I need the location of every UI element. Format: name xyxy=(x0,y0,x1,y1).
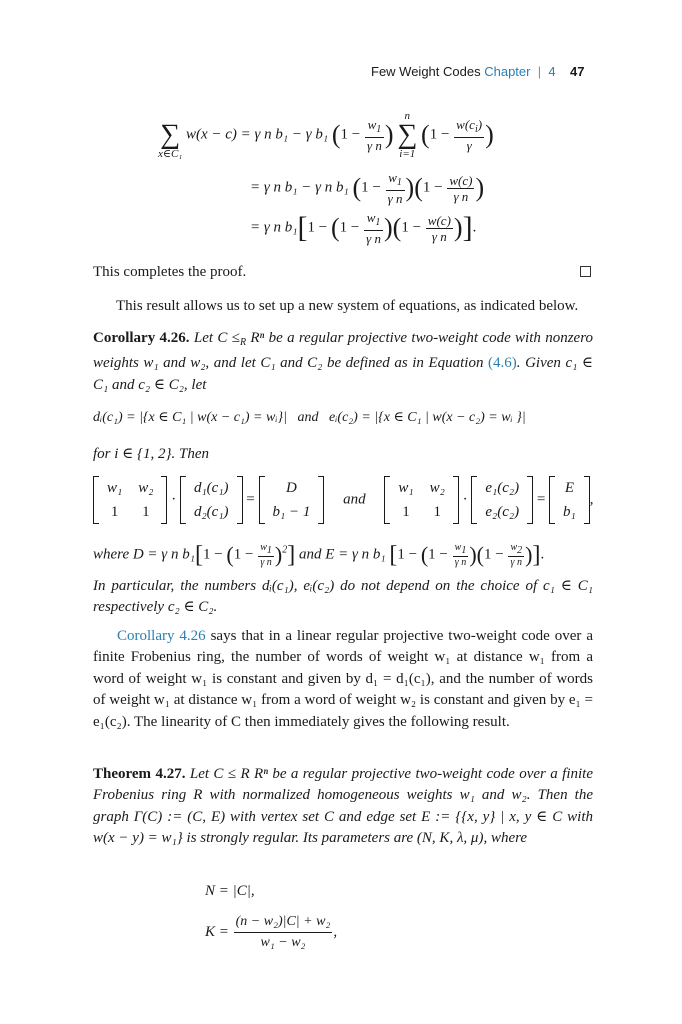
d1-cell: d₁(c₁) xyxy=(193,480,229,496)
corollary-text-d: . Given c₁ ∈ C₁ and c₂ ∈ C₂, let xyxy=(93,355,594,393)
corollary-label: Corollary 4.26. xyxy=(93,330,190,346)
rhs2-b: b₁ xyxy=(563,504,576,520)
m1-w1: w₁ xyxy=(107,480,123,496)
theorem-statement xyxy=(93,764,593,850)
e2-cell: e₂(c₂) xyxy=(485,504,520,520)
where-prefix: where D = γ n b₁ xyxy=(93,546,195,563)
sum-symbol: ∑ x∈C₁ xyxy=(158,119,183,160)
header-separator: | xyxy=(537,64,542,79)
derivation-line-1: ∑ x∈C₁ w(x − c) = γ n b₁ − γ b₁ (1 − $\frac{w_1}{\text{γ n}}$ ) n ∑ i=1 (1 − $\frac{w(c_i)}{\gamma}$ ) xyxy=(158,110,494,160)
m2-w1: w₁ xyxy=(398,480,414,496)
e-vector xyxy=(471,476,533,524)
where-line: where D = γ n b₁[1 − (1 − $\frac{w1}{\text{γ n}}$ )$^2$] and E = γ n b₁ [1 − (1 − $\frac{w1}{\text{γ n}}$ )(1 − $\frac{w2}{\text{γ n}}$ )]. xyxy=(93,542,545,568)
corollary-text-a: Let C ≤ xyxy=(193,330,240,346)
sum-index: x∈C₁ xyxy=(158,148,183,160)
qed-square xyxy=(580,266,591,277)
def-e: eᵢ(c₂) = |{x ∈ C₁ | w(x − c₂) = wᵢ }| xyxy=(329,410,526,425)
chapter-label: Chapter xyxy=(484,64,531,79)
matrix-equation: w₁ w₂ 1 1 · d₁(c₁) d₂(c₁) = D b₁ − 1 and w₁ w₂ 1 1 · e₁(c₂) e₂(c₂) = E b₁ , xyxy=(93,476,594,524)
m1-w2: w₂ xyxy=(138,480,154,496)
corollary-text-c: Rⁿ be a regular projective two-weight code with nonzero weights w₁ and w₂, and let C₁ and C₂ be defined as in Equation xyxy=(93,330,593,372)
m2-w2: w₂ xyxy=(429,480,445,496)
definitions-line xyxy=(93,409,526,426)
line3-text: = γ n b₁ xyxy=(250,219,298,236)
intro-sentence: This result allows us to set up a new system of equations, as indicated below. xyxy=(116,298,579,314)
e1-cell: e₁(c₂) xyxy=(485,480,520,496)
rhs-vector-2 xyxy=(549,476,590,524)
inner-sum-lower: i=1 xyxy=(399,148,416,160)
theorem-label: Theorem 4.27. xyxy=(93,766,186,782)
discussion-paragraph xyxy=(93,626,593,733)
m2-one-a: 1 xyxy=(402,504,410,520)
corollary-statement xyxy=(93,328,593,396)
matrix-and: and xyxy=(343,491,366,508)
corollary-ring-sub: R xyxy=(239,337,247,348)
chapter-number: 4 xyxy=(548,64,556,79)
m2-one-b: 1 xyxy=(433,504,441,520)
k-lhs: K = xyxy=(205,923,229,940)
k-numerator: (n − w₂)|C| + w₂ xyxy=(234,912,333,933)
book-title: Few Weight Codes xyxy=(371,64,481,79)
for-i-text: for i ∈ {1, 2}. Then xyxy=(93,446,210,462)
k-fraction xyxy=(234,912,333,953)
line1-lhs: w(x − c) = γ n b₁ − γ b₁ xyxy=(185,126,329,143)
d2-cell: d₂(c₁) xyxy=(193,504,229,520)
inner-sum-upper: n xyxy=(404,110,411,122)
inner-sum-symbol: n ∑ i=1 xyxy=(397,110,418,160)
proof-end-text: This completes the proof. xyxy=(93,264,247,280)
rhs2-E: E xyxy=(564,480,574,496)
page-number: 47 xyxy=(570,64,585,79)
rhs-vector-1 xyxy=(259,476,325,524)
d-vector xyxy=(180,476,243,524)
def-d: dᵢ(c₁) = |{x ∈ C₁ | w(x − c₁) = wᵢ}| xyxy=(93,410,287,425)
weight-matrix-2 xyxy=(384,476,458,524)
derivation-line-2: = γ n b₁ − γ n b₁ (1 − $\frac{w_1}{\text{γ n}}$ )(1 − $\frac{w(c)}{\text{γ n}}$ ) xyxy=(250,170,485,206)
rhs1-b: b₁ − 1 xyxy=(272,504,311,520)
discussion-text: says that in a linear regular projective two-weight code over a finite Frobenius ring, the number of words of weight w₁ at distance w₁ from a word of weight w₁ is constant and given by d₁ = d₁(c₁), and the number of words of weight w₁ at distance w₁ from a word of weight w₂ is constant and given by e₁ = e₁(c₂). The linearity of C then immediately gives the following result. xyxy=(93,628,593,730)
rhs1-D: D xyxy=(286,480,297,496)
in-particular-text: In particular, the numbers dᵢ(c₁), eᵢ(c₂) do not depend on the choice of c₁ ∈ C₁ respectively c₂ ∈ C₂. xyxy=(93,578,593,616)
m1-one-a: 1 xyxy=(110,504,119,520)
def-and: and xyxy=(297,410,319,425)
derivation-line-3: = γ n b₁[1 − (1 − $\frac{w_1}{\text{γ n}}$ )(1 − $\frac{w(c)}{\text{γ n}}$ )]. xyxy=(250,210,477,246)
n-equation: N = |C|, xyxy=(205,883,255,899)
k-denominator: w₁ − w₂ xyxy=(260,935,306,950)
weight-matrix-1 xyxy=(93,476,167,524)
corollary-ref-link[interactable]: Corollary 4.26 xyxy=(117,628,206,644)
k-equation: K = $\frac{\text{(n − w₂)|C| + w₂}}{\text{w₁ − w₂}}$ , xyxy=(205,912,337,953)
m1-one-b: 1 xyxy=(142,504,150,520)
and-e-text: and E = γ n b₁ xyxy=(298,546,386,563)
running-header xyxy=(371,64,584,79)
theorem-text: Let C ≤ R Rⁿ be a regular projective two-weight code over a finite Frobenius ring R with normalized homogeneous weights w₁ and w₂. Then the graph Γ(C) := (C, E) with vertex set C and edge set E := {{x, y} | x, y ∈ C with w(x − y) = w₁} is strongly regular. Its parameters are (N, K, λ, μ), where xyxy=(93,766,594,847)
equation-ref-link[interactable]: (4.6) xyxy=(488,355,517,372)
line2-text: = γ n b₁ − γ n b₁ xyxy=(250,179,349,196)
